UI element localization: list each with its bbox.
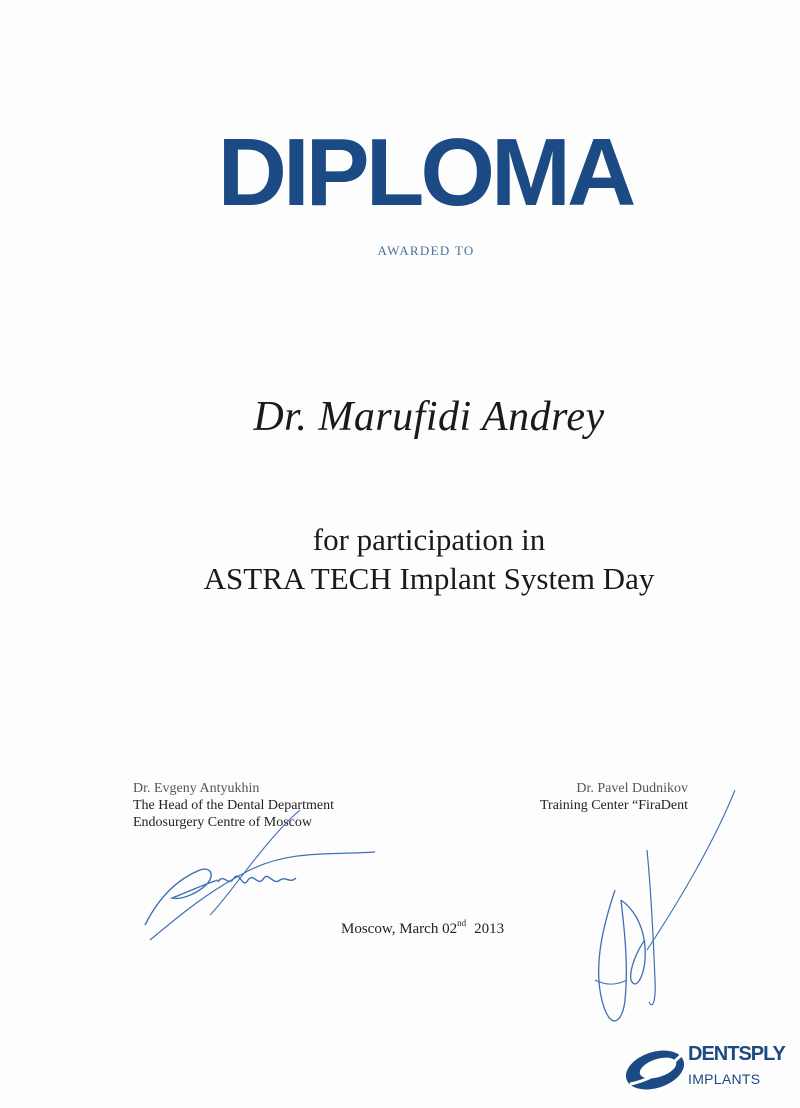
place-date-year: 2013 [474,921,505,937]
place-date-text: Moscow, March 02 [341,921,458,937]
place-date-suffix: nd [457,918,467,928]
dentsply-logo [622,1040,792,1096]
reason-line-2: ASTRA TECH Implant System Day [203,561,655,596]
left-signatory-title: The Head of the Dental Department [133,798,334,813]
awarded-to-label: AWARDED TO [377,243,475,258]
reason-line-1: for participation in [312,522,546,557]
left-signatory-organization: Endosurgery Centre of Moscow [133,815,312,830]
recipient-name: Dr. Marufidi Andrey [253,394,605,440]
right-signature [575,780,750,1040]
logo-sub: IMPLANTS [688,1071,761,1087]
left-signatory-name: Dr. Evgeny Antyukhin [133,781,260,796]
right-signatory-organization: Training Center “FiraDent [539,798,688,813]
logo-brand: DENTSPLY [688,1043,785,1065]
dentsply-logo-mark [622,1040,692,1096]
right-signatory-name: Dr. Pavel Dudnikov [576,781,688,796]
diploma-title: DIPLOMA [217,119,633,226]
place-date [341,918,504,938]
